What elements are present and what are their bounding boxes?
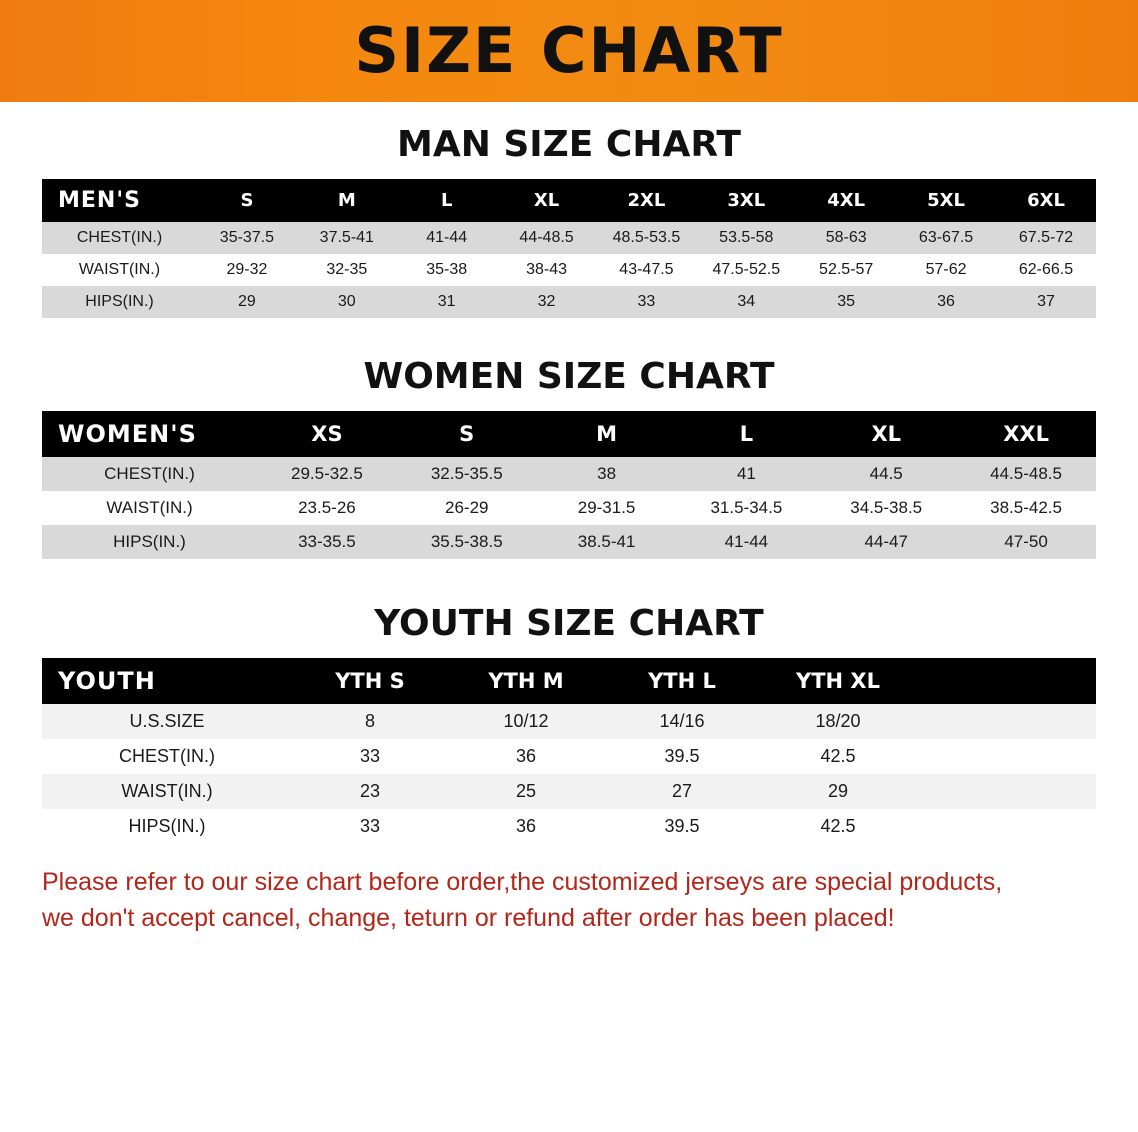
- youth-section-heading: YOUTH SIZE CHART: [374, 603, 764, 644]
- column-header: YTH S: [292, 658, 448, 704]
- cell: 52.5-57: [819, 261, 874, 278]
- column-header: 6XL: [996, 179, 1096, 222]
- page-title: SIZE CHART: [354, 14, 784, 87]
- cell: 37: [1037, 293, 1055, 310]
- column-header: YTH L: [604, 658, 760, 704]
- column-header: YOUTH: [42, 658, 292, 704]
- table-row: [42, 491, 1096, 525]
- table-header-row: [42, 411, 1096, 457]
- cell-empty: [916, 739, 1096, 774]
- cell: 29-31.5: [577, 498, 636, 517]
- cell: 33-35.5: [298, 532, 356, 551]
- cell: 57-62: [925, 261, 967, 278]
- cell: 32-35: [326, 261, 368, 278]
- cell: 38-43: [526, 261, 568, 278]
- cell-empty: [916, 704, 1096, 739]
- cell: 36: [515, 816, 537, 836]
- column-header: XL: [816, 411, 956, 457]
- cell: 67.5-72: [1018, 229, 1074, 246]
- table-row: [42, 286, 1096, 318]
- man-section-heading: MAN SIZE CHART: [397, 124, 741, 165]
- table-row: [42, 704, 1096, 739]
- cell: 23.5-26: [298, 498, 356, 517]
- cell: 38: [597, 464, 617, 483]
- cell: 32: [537, 293, 556, 310]
- cell: 42.5: [820, 746, 856, 766]
- table-header-row: [42, 179, 1096, 222]
- row-label: CHEST(IN.): [76, 229, 163, 246]
- disclaimer-line-1: Please refer to our size chart before order,the customized jerseys are special products,: [42, 868, 1003, 896]
- cell: 14/16: [659, 711, 705, 731]
- cell: 44.5: [869, 464, 903, 483]
- cell: 29: [827, 781, 849, 801]
- cell: 43-47.5: [619, 261, 674, 278]
- cell: 23: [359, 781, 381, 801]
- row-label: HIPS(IN.): [113, 532, 186, 551]
- cell: 39.5: [664, 746, 700, 766]
- cell: 36: [937, 293, 955, 310]
- youth-table-wrap: [42, 658, 1096, 844]
- cell: 38.5-42.5: [990, 498, 1062, 517]
- column-header: M: [297, 179, 397, 222]
- cell: 35-37.5: [219, 229, 275, 246]
- women-section-heading: WOMEN SIZE CHART: [363, 356, 775, 397]
- row-label: CHEST(IN.): [119, 746, 215, 766]
- cell: 35.5-38.5: [430, 532, 503, 551]
- cell: 33: [637, 293, 656, 310]
- table-row: [42, 222, 1096, 254]
- row-label: U.S.SIZE: [129, 711, 205, 731]
- table-row: [42, 457, 1096, 491]
- cell: 53.5-58: [719, 229, 774, 246]
- cell: 37.5-41: [319, 229, 374, 246]
- women-size-table: [42, 411, 1096, 559]
- cell: 25: [515, 781, 537, 801]
- column-header: XS: [257, 411, 397, 457]
- cell: 58-63: [825, 229, 867, 246]
- cell: 44.5-48.5: [990, 464, 1062, 483]
- column-header: 4XL: [796, 179, 896, 222]
- cell: 44-47: [864, 532, 908, 551]
- women-table-wrap: [42, 411, 1096, 559]
- column-header: YTH M: [448, 658, 604, 704]
- column-header: S: [397, 411, 537, 457]
- cell: 62-66.5: [1018, 261, 1074, 278]
- cell: 44-48.5: [519, 229, 574, 246]
- row-label: CHEST(IN.): [104, 464, 195, 483]
- cell-empty: [916, 774, 1096, 809]
- disclaimer-line-2: we don't accept cancel, change, teturn or refund after order has been placed!: [42, 904, 895, 933]
- cell: 27: [671, 781, 693, 801]
- row-label: HIPS(IN.): [85, 293, 154, 310]
- cell: 41: [736, 464, 756, 483]
- cell: 41-44: [724, 532, 769, 551]
- column-header: S: [197, 179, 297, 222]
- disclaimer-note: [42, 864, 1096, 937]
- column-header: 3XL: [696, 179, 796, 222]
- table-row: [42, 809, 1096, 844]
- banner: [0, 0, 1138, 102]
- cell: 34.5-38.5: [850, 498, 923, 517]
- man-table-wrap: [42, 179, 1096, 318]
- cell: 42.5: [820, 816, 856, 836]
- cell: 32.5-35.5: [430, 464, 503, 483]
- cell: 8: [364, 711, 375, 731]
- cell: 35-38: [426, 261, 468, 278]
- cell: 33: [359, 746, 381, 766]
- cell: 47-50: [1004, 532, 1048, 551]
- row-label: WAIST(IN.): [78, 261, 161, 278]
- cell: 35: [837, 293, 856, 310]
- cell: 41-44: [426, 229, 468, 246]
- column-header: 2XL: [597, 179, 697, 222]
- cell: 34: [737, 293, 756, 310]
- column-header: MEN'S: [42, 179, 197, 222]
- column-header: XL: [497, 179, 597, 222]
- cell: 63-67.5: [918, 229, 974, 246]
- cell: 30: [337, 293, 356, 310]
- cell: 18/20: [815, 711, 861, 731]
- cell: 31.5-34.5: [710, 498, 783, 517]
- row-label: WAIST(IN.): [121, 781, 213, 801]
- column-header: L: [676, 411, 816, 457]
- cell-empty: [916, 809, 1096, 844]
- column-header: YTH XL: [760, 658, 916, 704]
- column-header: WOMEN'S: [42, 411, 257, 457]
- cell: 26-29: [445, 498, 489, 517]
- column-header: L: [397, 179, 497, 222]
- youth-size-table: [42, 658, 1096, 844]
- cell: 31: [437, 293, 456, 310]
- cell: 47.5-52.5: [712, 261, 781, 278]
- row-label: WAIST(IN.): [106, 498, 193, 517]
- column-header-empty: [916, 658, 1096, 704]
- table-row: [42, 774, 1096, 809]
- cell: 39.5: [664, 816, 700, 836]
- table-row: [42, 739, 1096, 774]
- table-row: [42, 254, 1096, 286]
- column-header: 5XL: [896, 179, 996, 222]
- column-header: M: [537, 411, 677, 457]
- cell: 48.5-53.5: [612, 229, 681, 246]
- cell: 33: [359, 816, 381, 836]
- cell: 29.5-32.5: [290, 464, 363, 483]
- column-header: XXL: [956, 411, 1096, 457]
- cell: 29-32: [226, 261, 268, 278]
- table-row: [42, 525, 1096, 559]
- cell: 29: [238, 293, 256, 310]
- man-size-table: [42, 179, 1096, 318]
- table-header-row: [42, 658, 1096, 704]
- row-label: HIPS(IN.): [128, 816, 206, 836]
- cell: 38.5-41: [577, 532, 636, 551]
- cell: 10/12: [503, 711, 549, 731]
- cell: 36: [515, 746, 537, 766]
